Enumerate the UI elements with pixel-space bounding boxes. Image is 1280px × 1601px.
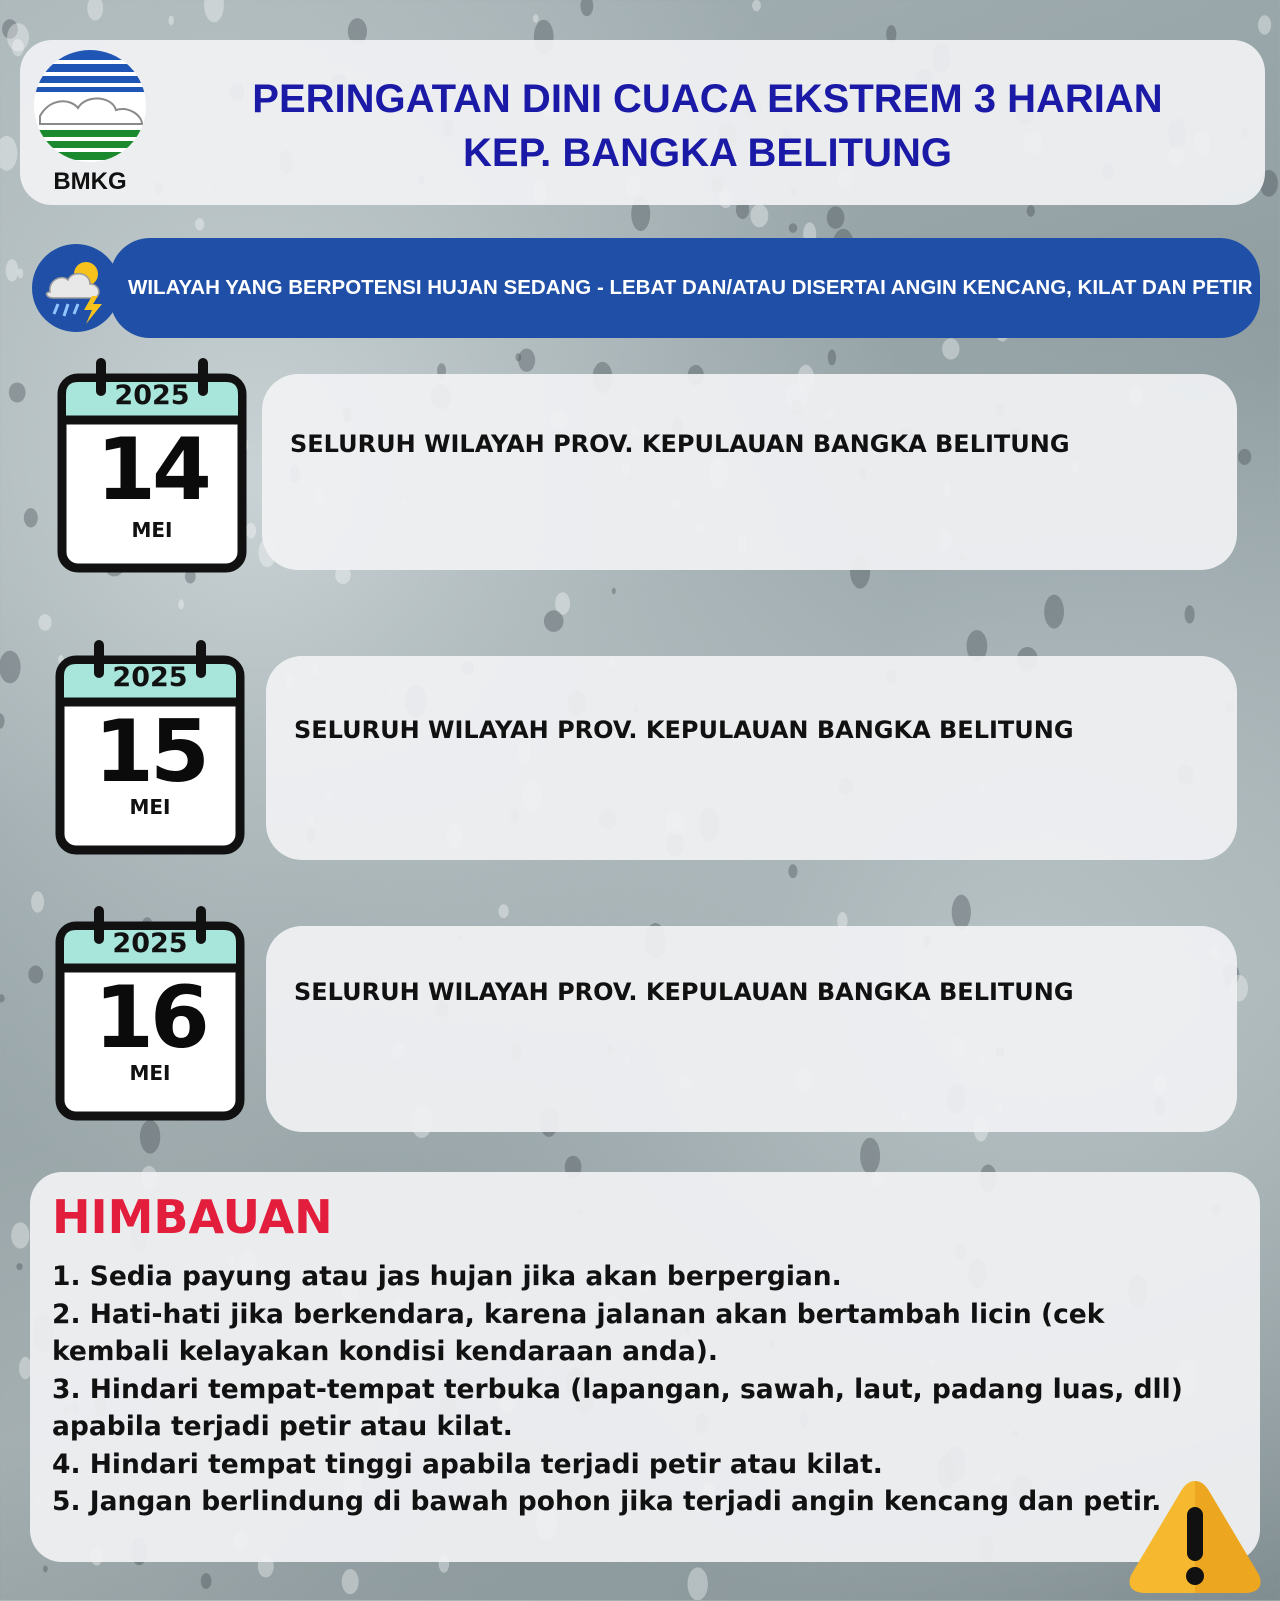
page-title xyxy=(170,72,1245,180)
rain-drop xyxy=(0,994,5,1002)
banner-text: WILAYAH YANG BERPOTENSI HUJAN SEDANG - LEBAT DAN/ATAU DISERTAI ANGIN KENCANG, KILAT DAN PETIR xyxy=(128,276,1253,299)
rain-drop xyxy=(43,1565,48,1572)
himbauan-item-4: 4. Hindari tempat tinggi apabila terjadi petir atau kilat. xyxy=(52,1448,883,1480)
himbauan-title: HIMBAUAN xyxy=(52,1190,333,1244)
warning-triangle-icon xyxy=(1125,1475,1265,1597)
rain-drop xyxy=(1238,449,1251,465)
day-card-2 xyxy=(266,656,1237,860)
rain-drop xyxy=(28,966,43,984)
day-area-text: SELURUH WILAYAH PROV. KEPULAUAN BANGKA BELITUNG xyxy=(290,430,1070,458)
logo-text: BMKG xyxy=(53,168,127,195)
rain-drop xyxy=(9,383,26,403)
rain-drop xyxy=(12,39,24,56)
rain-drop xyxy=(1258,15,1271,34)
day-area-text: SELURUH WILAYAH PROV. KEPULAUAN BANGKA BELITUNG xyxy=(294,716,1074,744)
rain-drop xyxy=(751,204,769,227)
rain-drop xyxy=(827,206,845,229)
rain-drop xyxy=(1027,205,1035,217)
day-card-3 xyxy=(266,926,1237,1132)
rain-thunderstorm-icon xyxy=(30,242,122,334)
rain-drop xyxy=(178,599,184,609)
rain-drop xyxy=(16,1263,22,1270)
rain-drop xyxy=(1044,595,1064,629)
rain-drop xyxy=(18,268,24,278)
rain-drop xyxy=(1185,605,1195,623)
himbauan-item-5: 5. Jangan berlindung di bawah pohon jika terjadi angin kencang dan petir. xyxy=(52,1486,1162,1517)
rain-drop xyxy=(201,1573,212,1589)
rain-drop xyxy=(544,610,564,632)
calendar-day: 14 xyxy=(96,420,208,520)
rain-drop xyxy=(0,713,5,728)
calendar-day: 15 xyxy=(94,702,206,802)
rain-drop xyxy=(688,1567,708,1600)
rain-drop xyxy=(87,0,103,21)
himbauan-list xyxy=(52,1258,1230,1521)
rain-drop xyxy=(38,614,51,631)
calendar-icon-day-1 xyxy=(52,358,252,578)
rain-drop xyxy=(860,1138,880,1174)
rain-drop xyxy=(0,651,21,684)
rain-drop xyxy=(31,891,44,912)
calendar-month: MEI xyxy=(131,518,173,542)
rain-drop xyxy=(195,218,204,230)
rain-drop xyxy=(828,349,836,365)
rain-drop xyxy=(581,0,594,16)
rain-drop xyxy=(533,14,539,23)
rain-drop xyxy=(342,1569,359,1594)
calendar-month: MEI xyxy=(129,1061,171,1085)
rain-drop xyxy=(612,588,616,594)
himbauan-item-1: 1. Sedia payung atau jas hujan jika akan berpergian. xyxy=(52,1261,842,1292)
bmkg-logo-icon xyxy=(30,46,170,196)
day-card-1 xyxy=(262,374,1237,570)
calendar-month: MEI xyxy=(129,795,171,819)
rain-drop xyxy=(788,864,797,878)
rain-drop xyxy=(752,0,761,11)
rain-drop xyxy=(24,508,38,527)
rain-drop xyxy=(789,223,798,233)
rain-drop xyxy=(0,136,17,171)
himbauan-panel xyxy=(30,1172,1260,1562)
rain-drop xyxy=(6,259,19,281)
himbauan-item-3: 3. Hindari tempat-tempat terbuka (lapangan, sawah, laut, padang luas, dll) apabila terjadi petir atau kilat. xyxy=(52,1373,1183,1442)
warning-banner xyxy=(110,238,1260,338)
day-area-text: SELURUH WILAYAH PROV. KEPULAUAN BANGKA BELITUNG xyxy=(294,978,1074,1006)
rain-drop xyxy=(499,904,509,918)
rain-drop xyxy=(952,895,971,930)
calendar-year: 2025 xyxy=(114,380,190,411)
calendar-icon-day-3 xyxy=(50,906,250,1126)
calendar-year: 2025 xyxy=(112,928,188,959)
rain-drop xyxy=(204,0,224,22)
calendar-day: 16 xyxy=(94,968,206,1068)
calendar-year: 2025 xyxy=(112,662,188,693)
rain-drop xyxy=(11,1222,29,1248)
himbauan-item-2: 2. Hati-hati jika berkendara, karena jalanan akan bertambah licin (cek kembali kelayakan kondisi kendaraan anda). xyxy=(52,1298,1105,1367)
rain-drop xyxy=(942,338,959,359)
rain-drop xyxy=(518,349,535,372)
title-line-2: KEP. BANGKA BELITUNG xyxy=(463,131,952,175)
title-line-1: PERINGATAN DINI CUACA EKSTREM 3 HARIAN xyxy=(252,77,1163,121)
rain-drop xyxy=(168,16,174,26)
header-panel xyxy=(20,40,1265,205)
calendar-icon-day-2 xyxy=(50,640,250,860)
